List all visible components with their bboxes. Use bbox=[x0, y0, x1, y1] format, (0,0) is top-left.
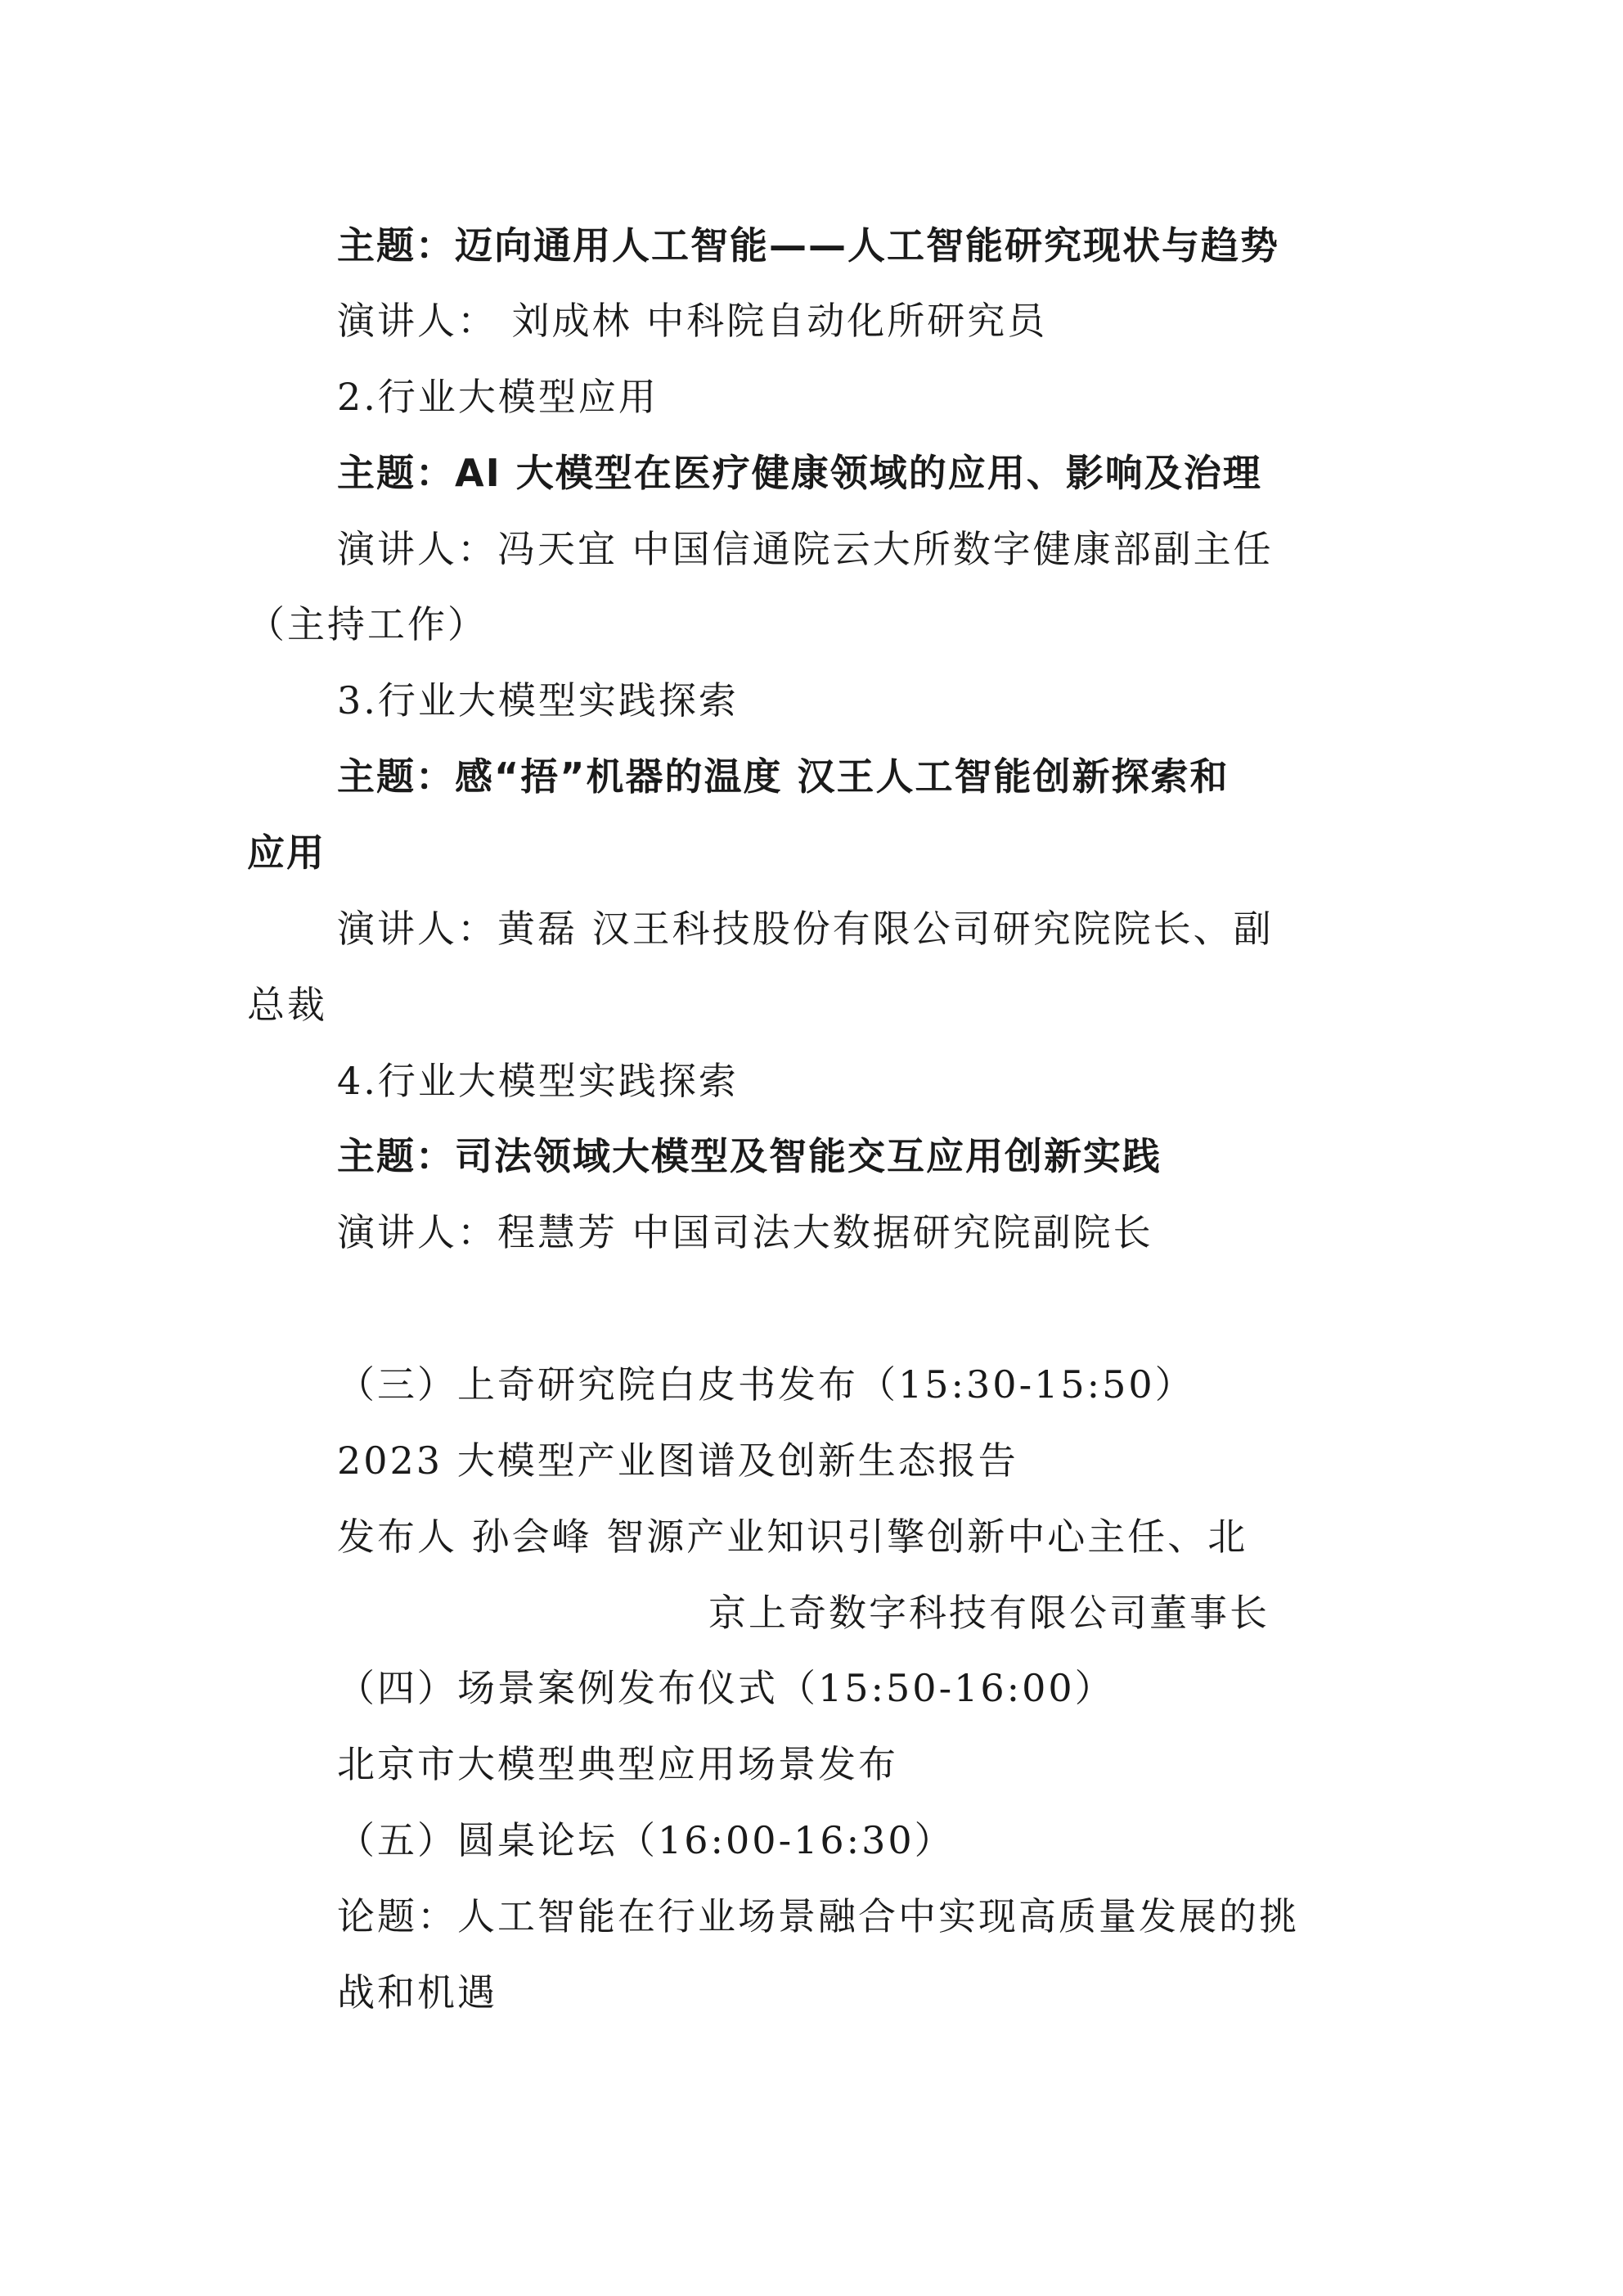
roundtable-topic: 论题：人工智能在行业场景融合中实现高质量发展的挑 bbox=[337, 1894, 1299, 1938]
topic-line-3: 主题：感“捂”机器的温度 汉王人工智能创新探索和 bbox=[337, 754, 1230, 799]
speaker-line-2-cont: （主持工作） bbox=[247, 602, 488, 646]
topic-line-2: 主题：AI 大模型在医疗健康领域的应用、影响及治理 bbox=[337, 451, 1262, 495]
topic-line-3-cont: 应用 bbox=[247, 831, 326, 875]
publisher-line-cont: 京上奇数字科技有限公司董事长 bbox=[708, 1591, 1270, 1635]
section-heading-2: 2.行业大模型应用 bbox=[337, 375, 659, 419]
section-heading-4-ceremony: （四）场景案例发布仪式（15:50-16:00） bbox=[337, 1666, 1115, 1710]
section-heading-3: 3.行业大模型实践探索 bbox=[337, 678, 739, 723]
topic-line-1: 主题：迈向通用人工智能——人工智能研究现状与趋势 bbox=[337, 223, 1279, 268]
section-heading-4: 4.行业大模型实践探索 bbox=[337, 1059, 739, 1103]
report-title: 2023 大模型产业图谱及创新生态报告 bbox=[337, 1438, 1018, 1483]
section-heading-5-roundtable: （五）圆桌论坛（16:00-16:30） bbox=[337, 1818, 955, 1862]
speaker-line-3: 演讲人：黄磊 汉王科技股份有限公司研究院院长、副 bbox=[337, 907, 1274, 951]
section-heading-3-whitepaper: （三）上奇研究院白皮书发布（15:30-15:50） bbox=[337, 1362, 1195, 1407]
speaker-line-4: 演讲人：程慧芳 中国司法大数据研究院副院长 bbox=[337, 1210, 1153, 1254]
ceremony-item: 北京市大模型典型应用场景发布 bbox=[337, 1742, 898, 1786]
speaker-line-3-cont: 总裁 bbox=[247, 983, 327, 1027]
topic-line-4: 主题：司法领域大模型及智能交互应用创新实践 bbox=[337, 1134, 1162, 1178]
roundtable-topic-cont: 战和机遇 bbox=[337, 1970, 497, 2015]
speaker-line-1: 演讲人： 刘成林 中科院自动化所研究员 bbox=[337, 299, 1048, 343]
publisher-line: 发布人 孙会峰 智源产业知识引擎创新中心主任、北 bbox=[337, 1515, 1248, 1559]
speaker-line-2: 演讲人：冯天宜 中国信通院云大所数字健康部副主任 bbox=[337, 527, 1274, 571]
